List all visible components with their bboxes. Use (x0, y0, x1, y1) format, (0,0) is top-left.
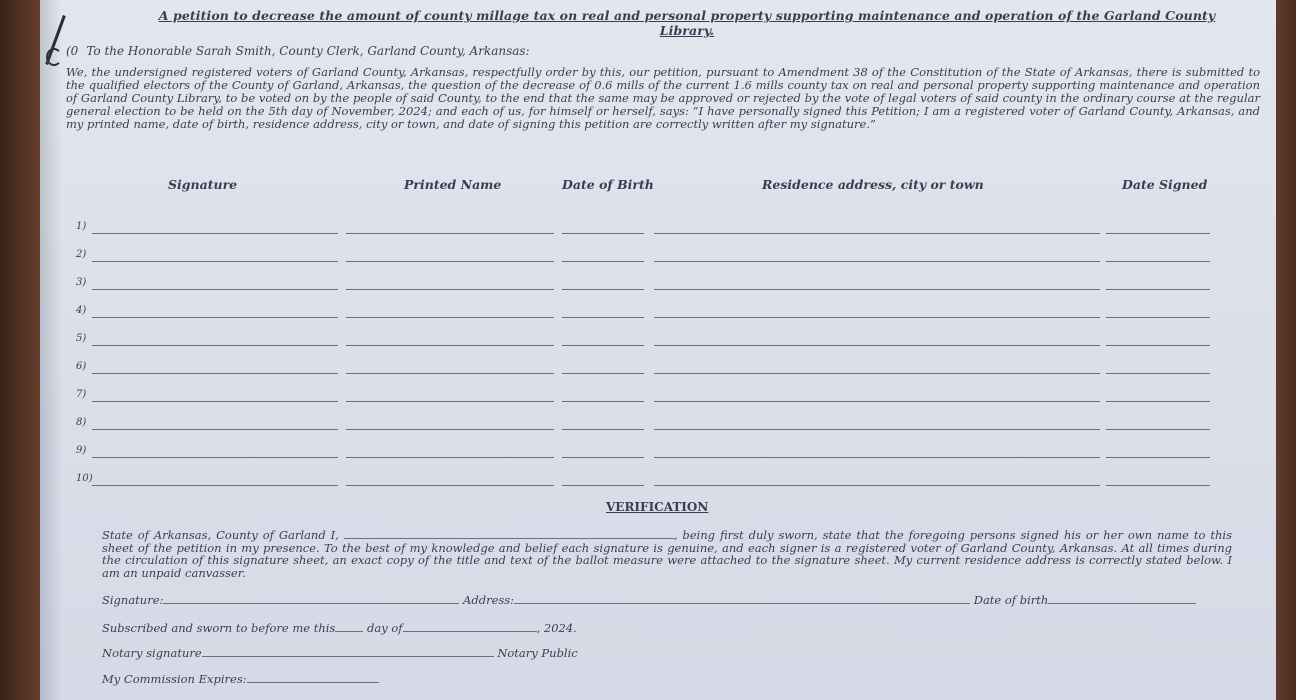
date-of-birth-label: Date of birth (973, 593, 1049, 607)
date-signed-field[interactable] (1106, 261, 1210, 262)
signature-field[interactable] (92, 457, 338, 458)
sworn-day-field[interactable] (335, 623, 363, 632)
row-number: 1) (76, 221, 87, 232)
printed-name-field[interactable] (346, 317, 554, 318)
printed-name-field[interactable] (346, 429, 554, 430)
subscribed-line (102, 621, 577, 635)
date-of-birth-field[interactable] (562, 289, 644, 290)
verification-text-start: State of Arkansas, County of Garland I, (102, 528, 339, 542)
printed-name-field[interactable] (346, 345, 554, 346)
signature-field[interactable] (92, 485, 338, 486)
signature-field[interactable] (92, 317, 338, 318)
signature-field[interactable] (92, 401, 338, 402)
date-of-birth-field[interactable] (562, 485, 644, 486)
printed-name-field[interactable] (346, 457, 554, 458)
addressee-text: To the Honorable Sarah Smith, County Clerk, Garland County, Arkansas: (86, 44, 530, 58)
sworn-month-field[interactable] (403, 623, 537, 632)
residence-address-field[interactable] (654, 485, 1100, 486)
date-signed-field[interactable] (1106, 401, 1210, 402)
canvasser-signature-line (102, 593, 1196, 607)
signature-field[interactable] (92, 345, 338, 346)
date-of-birth-field[interactable] (562, 401, 644, 402)
date-signed-field[interactable] (1106, 345, 1210, 346)
signature-row (40, 415, 1276, 435)
residence-address-field[interactable] (654, 317, 1100, 318)
row-number: 7) (76, 389, 87, 400)
day-of-label: day of (367, 621, 403, 635)
notary-signature-label: Notary signature (102, 646, 202, 660)
date-signed-field[interactable] (1106, 317, 1210, 318)
residence-address-field[interactable] (654, 289, 1100, 290)
printed-name-field[interactable] (346, 289, 554, 290)
signature-row (40, 275, 1276, 295)
date-of-birth-field[interactable] (562, 233, 644, 234)
petition-title: A petition to decrease the amount of county millage tax on real and personal property supporting maintenance and operation of the Garland County Library. (158, 8, 1216, 38)
column-header-date-of-birth: Date of Birth (562, 177, 654, 192)
signature-row (40, 247, 1276, 267)
date-of-birth-field[interactable] (562, 345, 644, 346)
residence-address-field[interactable] (654, 429, 1100, 430)
signature-label: Signature: (102, 593, 164, 607)
verification-text-rest: , being first duly sworn, state that the foregoing persons signed his or her own name to this sheet of the petition in my presence. To the best of my knowledge and belief each signature is genuine, and each signer is a registered voter of Garland County, Arkansas. At all times during the circulation of this signature sheet, an exact copy of the title and text of the ballot measure were attached to the signature sheet. My current residence address is correctly stated below. I am an unpaid canvasser. (102, 528, 1233, 580)
date-signed-field[interactable] (1106, 373, 1210, 374)
residence-address-field[interactable] (654, 401, 1100, 402)
printed-name-field[interactable] (346, 373, 554, 374)
date-of-birth-field[interactable] (562, 457, 644, 458)
date-signed-field[interactable] (1106, 485, 1210, 486)
signature-row (40, 303, 1276, 323)
date-of-birth-field[interactable] (562, 317, 644, 318)
signature-row (40, 443, 1276, 463)
commission-expires-label: My Commission Expires: (102, 672, 247, 686)
row-number: 5) (76, 333, 87, 344)
verification-heading: VERIFICATION (606, 500, 709, 514)
residence-address-field[interactable] (654, 345, 1100, 346)
notary-signature-field[interactable] (202, 648, 494, 657)
date-of-birth-field[interactable] (562, 429, 644, 430)
residence-address-field[interactable] (654, 373, 1100, 374)
residence-address-field[interactable] (654, 457, 1100, 458)
signature-field[interactable] (92, 373, 338, 374)
row-number: 2) (76, 249, 87, 260)
date-signed-field[interactable] (1106, 289, 1210, 290)
date-of-birth-field[interactable] (562, 261, 644, 262)
commission-expires-field[interactable] (247, 674, 379, 683)
petition-sheet (40, 0, 1276, 700)
residence-address-field[interactable] (654, 233, 1100, 234)
row-number: 9) (76, 445, 87, 456)
residence-address-field[interactable] (654, 261, 1100, 262)
column-header-residence-address: Residence address, city or town (762, 177, 984, 192)
row-number: 4) (76, 305, 87, 316)
signature-row (40, 331, 1276, 351)
column-header-printed-name: Printed Name (404, 177, 502, 192)
subscribed-label: Subscribed and sworn to before me this (102, 621, 336, 635)
column-header-signature: Signature (168, 177, 238, 192)
notary-public-label: Notary Public (497, 646, 578, 660)
signature-row (40, 387, 1276, 407)
date-of-birth-field[interactable] (562, 373, 644, 374)
printed-name-field[interactable] (346, 485, 554, 486)
row-number: 6) (76, 361, 87, 372)
petition-body: We, the undersigned registered voters of Garland County, Arkansas, respectfully order by this, our petition, pursuant to Amendment 38 of the Constitution of the State of Arkansas, there is submitted to the qualified electors of the County of Garland, Arkansas, the question of the decrease of 0.6 mills of the current 1.6 mills county tax on real and personal property supporting maintenance and operation of Garland County Library, to be voted on by the people of said County, to the end that the same may be approved or rejected by the vote of legal voters of said county in the ordinary course at the regular general election to be held on the 5th day of November, 2024; and each of us, for himself or herself, says: “I have personally signed this Petition; I am a registered voter of Garland County, Arkansas, and my printed name, date of birth, residence address, city or town, and date of signing this petition are correctly written after my signature.” (66, 65, 1260, 131)
margin-marker: (0 (66, 44, 79, 58)
row-number: 3) (76, 277, 87, 288)
date-signed-field[interactable] (1106, 457, 1210, 458)
row-number: 8) (76, 417, 87, 428)
address-label: Address: (463, 593, 515, 607)
date-signed-field[interactable] (1106, 429, 1210, 430)
commission-line (102, 672, 379, 686)
printed-name-field[interactable] (346, 261, 554, 262)
row-number: 10) (76, 473, 93, 484)
verification-text (102, 528, 1232, 579)
signature-row (40, 219, 1276, 239)
canvasser-address-field[interactable] (514, 595, 970, 604)
printed-name-field[interactable] (346, 401, 554, 402)
addressee-line (66, 44, 530, 58)
signature-field[interactable] (92, 289, 338, 290)
signature-field[interactable] (92, 261, 338, 262)
signature-row (40, 471, 1276, 491)
year-label: , 2024. (536, 621, 577, 635)
canvasser-signature-field[interactable] (163, 595, 459, 604)
printed-name-field[interactable] (346, 233, 554, 234)
canvasser-dob-field[interactable] (1048, 595, 1196, 604)
canvasser-name-field[interactable] (344, 528, 674, 539)
date-signed-field[interactable] (1106, 233, 1210, 234)
signature-row (40, 359, 1276, 379)
signature-field[interactable] (92, 429, 338, 430)
notary-line (102, 646, 578, 660)
column-header-date-signed: Date Signed (1122, 177, 1208, 192)
signature-field[interactable] (92, 233, 338, 234)
paper-edge-shadow (40, 0, 62, 700)
